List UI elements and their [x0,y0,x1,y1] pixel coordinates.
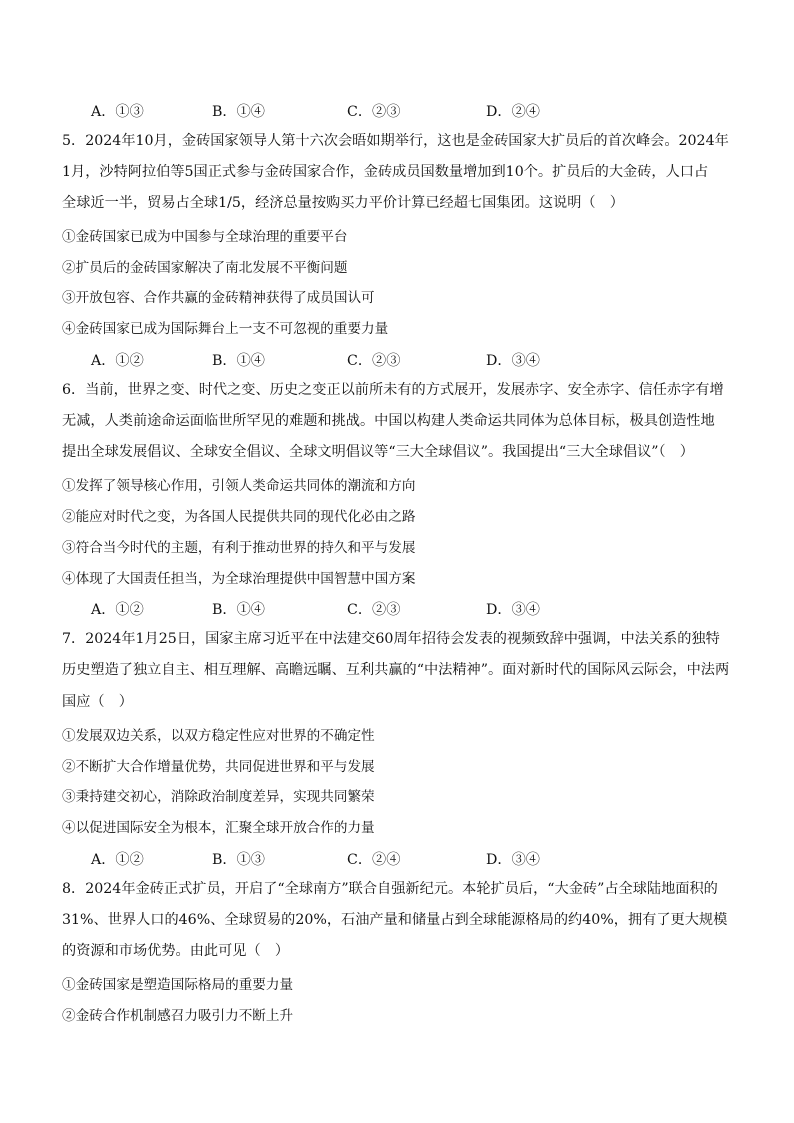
q6-stem-line-1: 6．当前，世界之变、时代之变、历史之变正以前所未有的方式展开，发展赤字、安全赤字、信任赤字有增 [62,382,724,398]
q8-stem-line-3: 的资源和市场优势。由此可见（ ） [62,943,290,959]
q6-choice-a[interactable]: A．①② [91,602,144,618]
q8-stem-line-2: 31%、世界人口的46%、全球贸易的20%，石油产量和储量占到全球能源格局的约40%，拥有了更大规模 [62,912,728,928]
q7-choice-a[interactable]: A．①② [91,852,144,868]
q6-choice-b[interactable]: B．①④ [212,602,265,618]
q5-stem-line-3: 全球近一半，贸易占全球1/5，经济总量按购买力平价计算已经超七国集团。这说明（ ） [62,195,624,211]
q6-option-1: ①发挥了领导核心作用，引领人类命运共同体的潮流和方向 [62,478,416,494]
q7-stem-line-3: 国应（ ） [62,694,133,710]
q7-stem-line-1: 7．2024年1月25日，国家主席习近平在中法建交60周年招待会发表的视频致辞中强调，中法关系的独特 [62,631,720,647]
q8-stem-line-1: 8．2024年金砖正式扩员，开启了“全球南方”联合自强新纪元。本轮扩员后，“大金砖”占全球陆地面积的 [62,881,718,897]
q5-option-4: ④金砖国家已成为国际舞台上一支不可忽视的重要力量 [62,321,389,337]
q6-option-4: ④体现了大国责任担当，为全球治理提供中国智慧中国方案 [62,571,416,587]
q5-choice-a[interactable]: A．①② [91,353,144,369]
q7-option-3: ③秉持建交初心，消除政治制度差异，实现共同繁荣 [62,789,375,805]
q6-option-3: ③符合当今时代的主题，有利于推动世界的持久和平与发展 [62,540,416,556]
q7-answer-choices [91,850,691,870]
q5-choice-b[interactable]: B．①④ [212,353,265,369]
q4-choice-d[interactable]: D．②④ [486,104,540,120]
q4-answer-choices [91,102,691,122]
q6-option-2: ②能应对时代之变，为各国人民提供共同的现代化必由之路 [62,509,416,525]
q5-stem-line-2: 1月，沙特阿拉伯等5国正式参与金砖国家合作，金砖成员国数量增加到10个。扩员后的大金砖，人口占 [62,164,709,180]
q5-choice-c[interactable]: C．②③ [347,353,401,369]
q8-option-1: ①金砖国家是塑造国际格局的重要力量 [62,977,294,993]
q8-option-2: ②金砖合作机制感召力吸引力不断上升 [62,1008,294,1024]
q7-choice-d[interactable]: D．③④ [486,852,540,868]
q7-stem-line-2: 历史塑造了独立自主、相互理解、高瞻远瞩、互利共赢的“中法精神”。面对新时代的国际风云际会，中法两 [62,662,730,678]
q7-option-2: ②不断扩大合作增量优势，共同促进世界和平与发展 [62,759,375,775]
q5-choice-d[interactable]: D．③④ [486,353,540,369]
q7-choice-b[interactable]: B．①③ [212,852,265,868]
q5-answer-choices [91,351,691,371]
q7-option-4: ④以促进国际安全为根本，汇聚全球开放合作的力量 [62,820,375,836]
q4-choice-c[interactable]: C．②③ [347,104,401,120]
q6-answer-choices [91,600,691,620]
q5-option-3: ③开放包容、合作共赢的金砖精神获得了成员国认可 [62,290,375,306]
q6-stem-line-3: 提出全球发展倡议、全球安全倡议、全球文明倡议等“三大全球倡议”。我国提出“三大全球倡议”（ ） [62,444,694,460]
q4-choice-a[interactable]: A．①③ [91,104,144,120]
q5-option-2: ②扩员后的金砖国家解决了南北发展不平衡问题 [62,260,348,276]
q6-choice-c[interactable]: C．②③ [347,602,401,618]
q6-stem-line-2: 无减，人类前途命运面临世所罕见的难题和挑战。中国以构建人类命运共同体为总体目标，极具创造性地 [62,413,715,429]
q4-choice-b[interactable]: B．①④ [212,104,265,120]
q5-stem-line-1: 5．2024年10月，金砖国家领导人第十六次会晤如期举行，这也是金砖国家大扩员后的首次峰会。2024年 [62,133,729,149]
q6-choice-d[interactable]: D．③④ [486,602,540,618]
q5-option-1: ①金砖国家已成为中国参与全球治理的重要平台 [62,229,348,245]
q7-choice-c[interactable]: C．②④ [347,852,401,868]
q7-option-1: ①发展双边关系，以双方稳定性应对世界的不确定性 [62,728,375,744]
